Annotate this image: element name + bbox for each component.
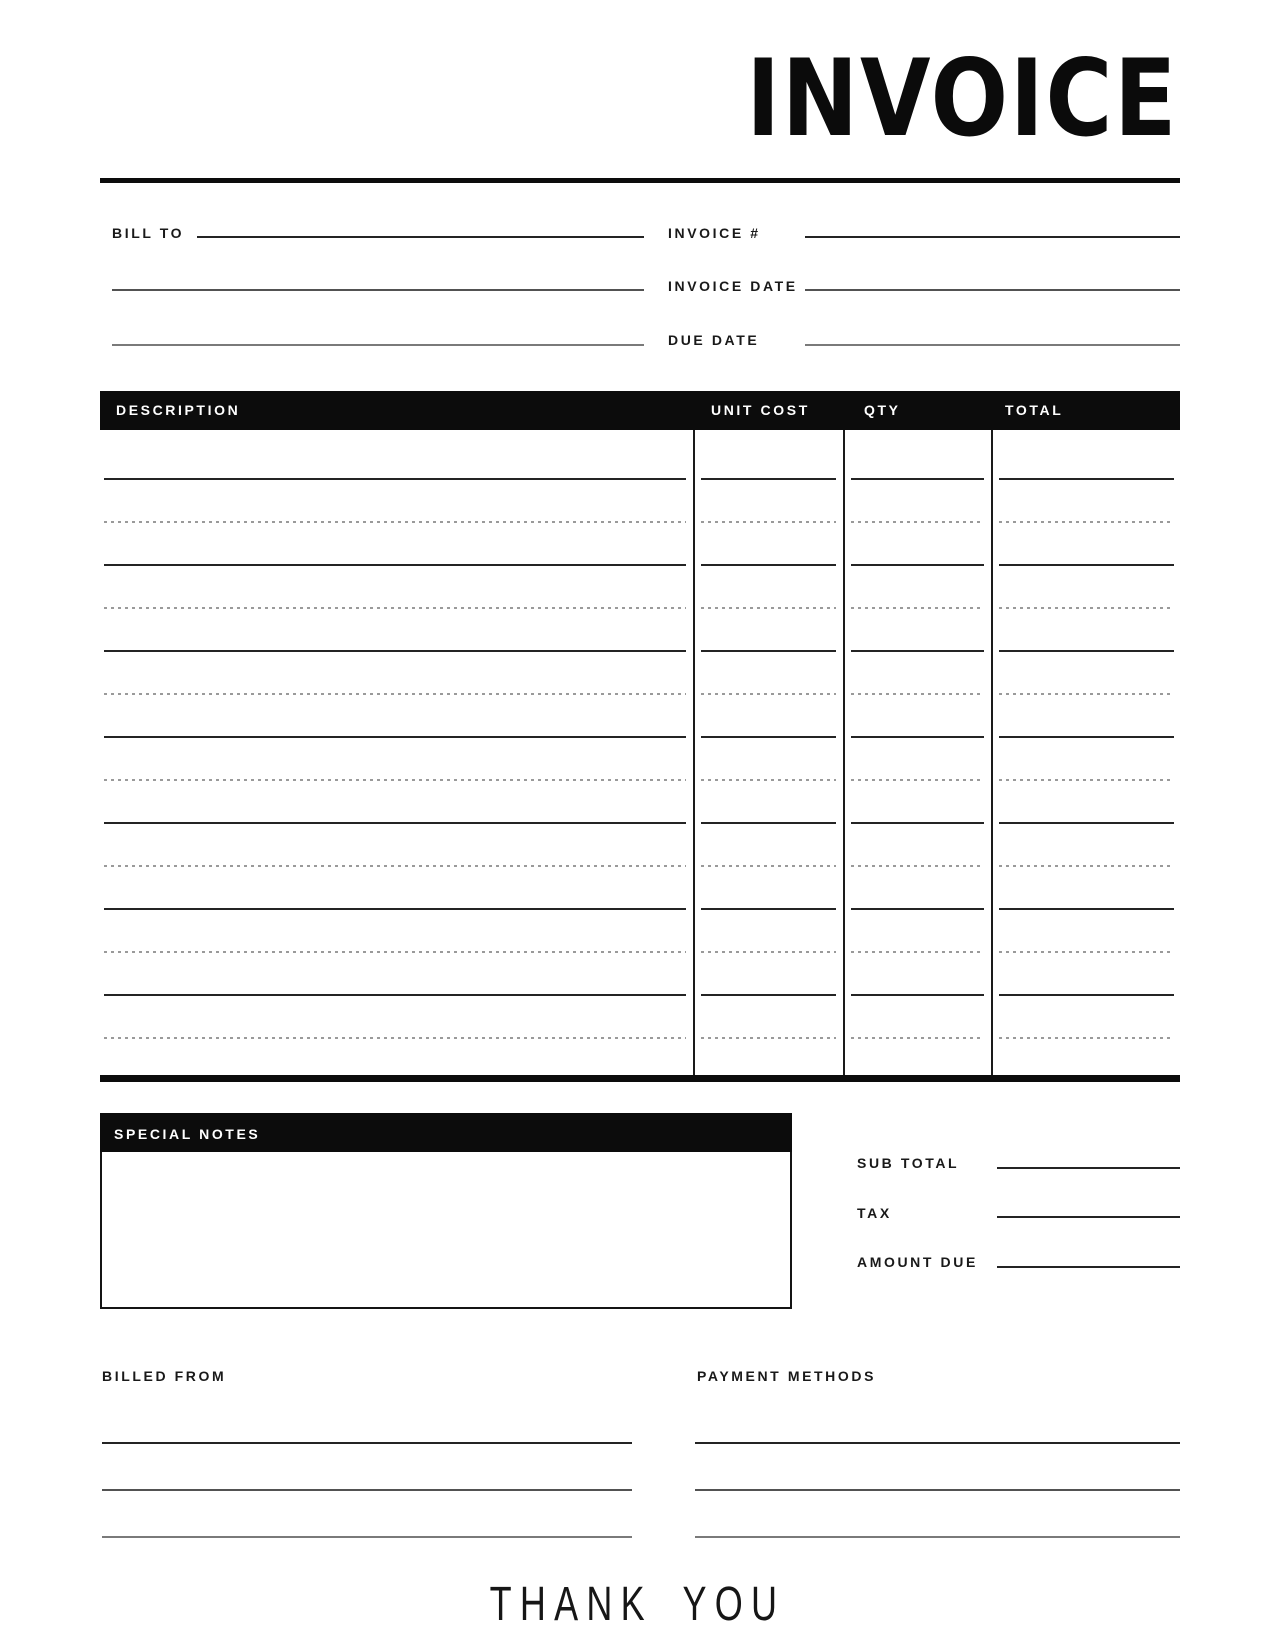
item-cell-divider-dashed — [104, 1037, 686, 1039]
header-rule — [100, 178, 1180, 183]
item-cell-line[interactable] — [701, 908, 836, 910]
item-cell-divider-dashed — [999, 779, 1174, 781]
item-cell-divider-dashed — [104, 865, 686, 867]
item-cell-line[interactable] — [999, 564, 1174, 566]
item-cell-divider-dashed — [851, 865, 984, 867]
item-cell-line[interactable] — [104, 822, 686, 824]
invoice-number-field[interactable] — [805, 236, 1180, 238]
item-cell-line[interactable] — [851, 650, 984, 652]
item-cell-line[interactable] — [851, 994, 984, 996]
thank-you-text: THANK YOU — [489, 1578, 786, 1631]
item-cell-line[interactable] — [701, 478, 836, 480]
payment-methods-field-1[interactable] — [695, 1442, 1180, 1444]
item-cell-line[interactable] — [851, 478, 984, 480]
item-cell-divider-dashed — [999, 1037, 1174, 1039]
item-cell-divider-dashed — [701, 607, 836, 609]
special-notes-label: SPECIAL NOTES — [114, 1126, 261, 1142]
billed-from-field-1[interactable] — [102, 1442, 632, 1444]
item-cell-line[interactable] — [851, 908, 984, 910]
item-cell-line[interactable] — [701, 822, 836, 824]
item-cell-divider-dashed — [104, 951, 686, 953]
item-cell-line[interactable] — [851, 822, 984, 824]
due-date-label: DUE DATE — [668, 332, 760, 348]
item-cell-line[interactable] — [851, 736, 984, 738]
invoice-date-label: INVOICE DATE — [668, 278, 798, 294]
payment-methods-field-3[interactable] — [695, 1536, 1180, 1538]
column-header-description: DESCRIPTION — [116, 402, 241, 418]
item-cell-divider-dashed — [701, 779, 836, 781]
item-cell-divider-dashed — [851, 521, 984, 523]
item-cell-divider-dashed — [851, 693, 984, 695]
item-cell-line[interactable] — [999, 650, 1174, 652]
item-cell-line[interactable] — [999, 994, 1174, 996]
column-header-qty: QTY — [864, 402, 901, 418]
special-notes-box — [100, 1113, 792, 1309]
bill-to-address-field-1[interactable] — [112, 289, 644, 291]
item-cell-line[interactable] — [999, 908, 1174, 910]
item-cell-divider-dashed — [999, 607, 1174, 609]
item-cell-line[interactable] — [104, 908, 686, 910]
invoice-date-field[interactable] — [805, 289, 1180, 291]
item-cell-divider-dashed — [104, 693, 686, 695]
item-cell-divider-dashed — [104, 607, 686, 609]
item-cell-divider-dashed — [104, 779, 686, 781]
payment-methods-field-2[interactable] — [695, 1489, 1180, 1491]
item-cell-divider-dashed — [701, 951, 836, 953]
bill-to-name-field[interactable] — [197, 236, 644, 238]
billed-from-field-3[interactable] — [102, 1536, 632, 1538]
item-cell-divider-dashed — [851, 607, 984, 609]
column-header-total: TOTAL — [1005, 402, 1064, 418]
item-cell-divider-dashed — [999, 865, 1174, 867]
bill-to-label: BILL TO — [112, 225, 185, 241]
billed-from-field-2[interactable] — [102, 1489, 632, 1491]
item-cell-line[interactable] — [701, 994, 836, 996]
column-divider — [693, 430, 695, 1078]
item-cell-line[interactable] — [104, 650, 686, 652]
item-cell-line[interactable] — [104, 736, 686, 738]
invoice-number-label: INVOICE # — [668, 225, 761, 241]
bill-to-address-field-2[interactable] — [112, 344, 644, 346]
sub-total-field[interactable] — [997, 1167, 1180, 1169]
item-cell-divider-dashed — [701, 521, 836, 523]
item-cell-divider-dashed — [701, 865, 836, 867]
item-cell-divider-dashed — [701, 1037, 836, 1039]
item-cell-divider-dashed — [851, 951, 984, 953]
item-cell-line[interactable] — [999, 478, 1174, 480]
table-bottom-rule — [100, 1075, 1180, 1082]
tax-label: TAX — [857, 1205, 892, 1221]
item-cell-line[interactable] — [701, 564, 836, 566]
item-cell-line[interactable] — [999, 822, 1174, 824]
due-date-field[interactable] — [805, 344, 1180, 346]
column-header-unit-cost: UNIT COST — [711, 402, 810, 418]
item-cell-divider-dashed — [999, 693, 1174, 695]
item-cell-line[interactable] — [999, 736, 1174, 738]
payment-methods-label: PAYMENT METHODS — [697, 1368, 877, 1384]
item-cell-line[interactable] — [104, 478, 686, 480]
item-cell-divider-dashed — [999, 521, 1174, 523]
amount-due-label: AMOUNT DUE — [857, 1254, 978, 1270]
item-cell-divider-dashed — [104, 521, 686, 523]
sub-total-label: SUB TOTAL — [857, 1155, 960, 1171]
item-cell-divider-dashed — [851, 779, 984, 781]
tax-field[interactable] — [997, 1216, 1180, 1218]
amount-due-field[interactable] — [997, 1266, 1180, 1268]
item-cell-divider-dashed — [851, 1037, 984, 1039]
special-notes-area[interactable] — [102, 1154, 790, 1307]
column-divider — [991, 430, 993, 1078]
item-cell-divider-dashed — [999, 951, 1174, 953]
item-cell-line[interactable] — [851, 564, 984, 566]
item-cell-line[interactable] — [104, 564, 686, 566]
page-title: INVOICE — [746, 37, 1178, 160]
billed-from-label: BILLED FROM — [102, 1368, 227, 1384]
item-cell-divider-dashed — [701, 693, 836, 695]
item-cell-line[interactable] — [701, 650, 836, 652]
column-divider — [843, 430, 845, 1078]
item-cell-line[interactable] — [104, 994, 686, 996]
item-cell-line[interactable] — [701, 736, 836, 738]
